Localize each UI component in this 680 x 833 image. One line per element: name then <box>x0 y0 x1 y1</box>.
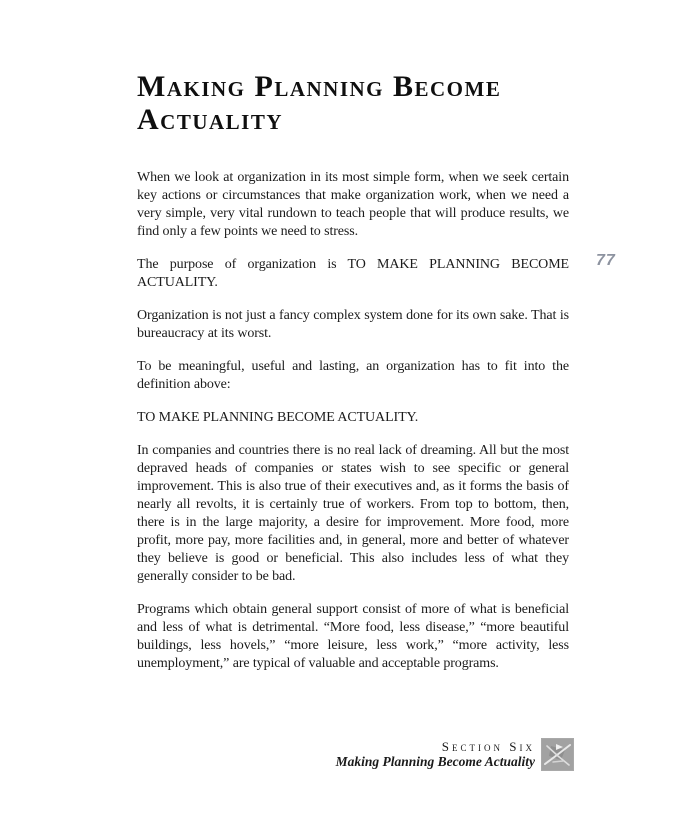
paragraph: TO MAKE PLANNING BECOME ACTUALITY. <box>137 410 419 425</box>
body-text <box>137 169 569 688</box>
paragraph: When we look at organization in its most simple form, when we seek certain key actions or circumstances that make organization work, when we need a very simple, very vital rundown to teach people that will produce results, we find only a few points we need to stress. <box>137 170 569 239</box>
footer-chapter-title: Making Planning Become Actuality <box>335 754 535 769</box>
paragraph: To be meaningful, useful and lasting, an organization has to fit into the definition above: <box>137 359 569 392</box>
paragraph: Programs which obtain general support consist of more of what is beneficial and less of what is detrimental. “More food, less disease,” “more beautiful buildings, less hovels,” “more leisure, less work,” “more activity, less unemployment,” are typical of valuable and acceptable programs. <box>137 602 569 671</box>
paragraph: Organization is not just a fancy complex system done for its own sake. That is bureaucracy at its worst. <box>137 308 569 341</box>
page-footer <box>137 738 574 771</box>
footer-text <box>336 740 535 769</box>
paragraph: The purpose of organization is TO MAKE PLANNING BECOME ACTUALITY. <box>137 257 569 290</box>
page-number: 77 <box>596 252 616 269</box>
page-title <box>137 70 587 136</box>
footer-section-label: Section Six <box>441 739 535 754</box>
publisher-logo-icon <box>541 738 574 771</box>
paragraph: In companies and countries there is no real lack of dreaming. All but the most depraved heads of companies or states wish to see specific or general improvement. This is also true of their executives and, as it forms the basis of nearly all revolts, it is certainly true of workers. From top to bottom, then, there is in the large majority, a desire for improvement. More food, more profit, more pay, more facilities and, in general, more and better of whatever they believe is good or beneficial. This also includes less of what they generally consider to be bad. <box>137 443 569 584</box>
page-title-line-1: Making Planning Become <box>137 70 502 104</box>
page-title-line-2: Actuality <box>137 103 284 137</box>
